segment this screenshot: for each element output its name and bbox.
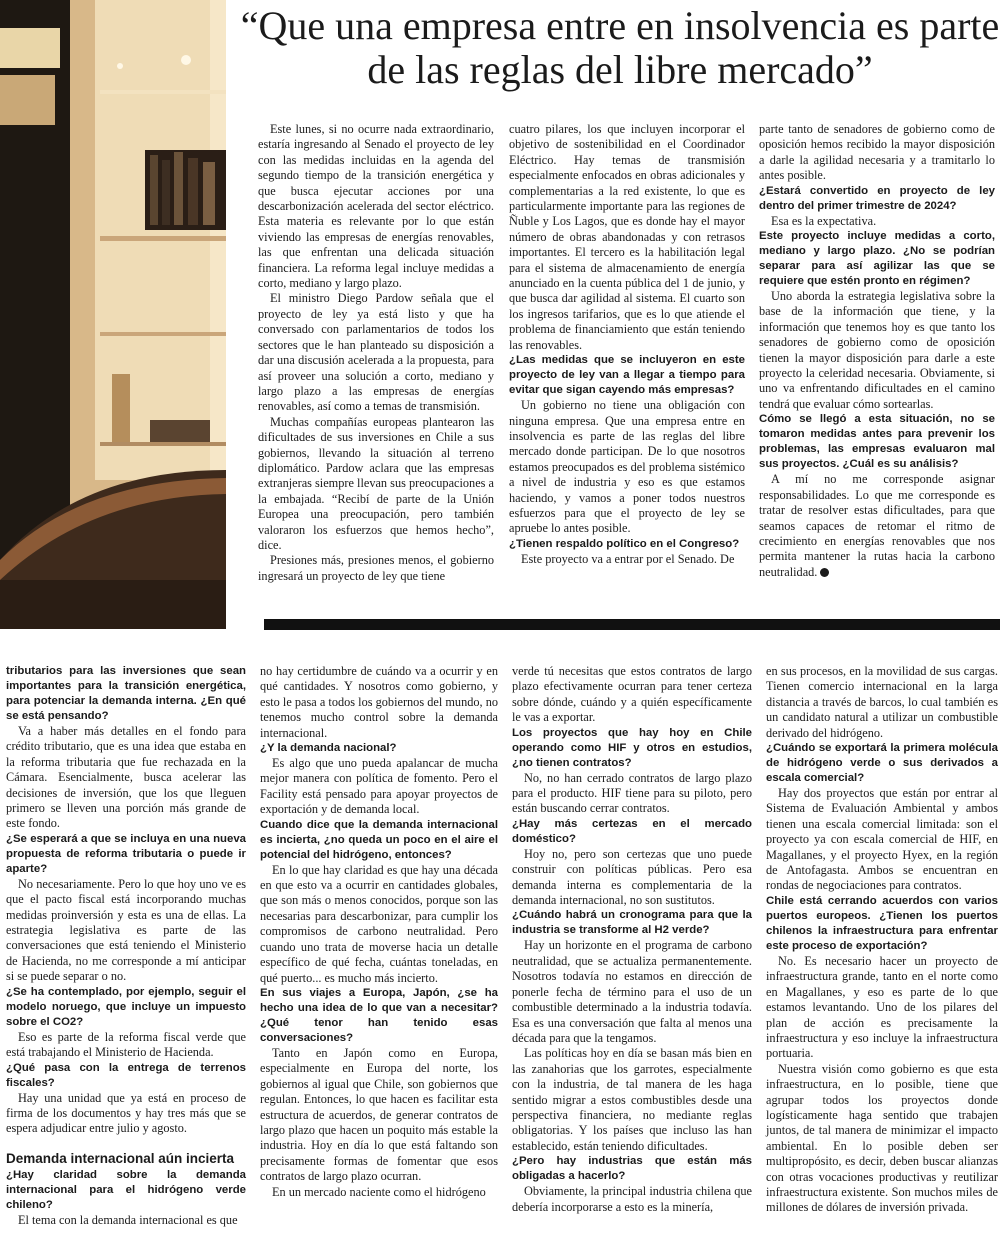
bottom-column-1 — [6, 664, 246, 1229]
body-paragraph — [512, 847, 752, 909]
interview-question — [512, 908, 752, 938]
body-paragraph — [759, 472, 995, 580]
section-subheading — [6, 1151, 246, 1166]
interview-question — [512, 1154, 752, 1184]
interview-question — [766, 894, 998, 954]
body-paragraph-text: Presiones más, presiones menos, el gobierno ingresará un proyecto de ley que tiene — [258, 553, 494, 583]
body-paragraph-text: Muchas compañías europeas plantearon las dificultades de sus inversiones en Chile a sus gobiernos, llevando la situación al terreno diplomático. Pardow aclara que las empresas extranjeras siempre llevan sus preocupaciones a la embajada. “Recibí de parte de la Unión Europea una preocupación, pero también valoraron los esfuerzos que hemos hecho”, dice. — [258, 414, 494, 552]
interview-question-text: ¿Cuándo habrá un cronograma para que la industria se transforme al H2 verde? — [512, 909, 752, 937]
interview-question-text: Chile está cerrando acuerdos con varios puertos europeos. ¿Tienen los puertos chilenos la infraestructura para enfrentar este proceso de exportación? — [766, 894, 998, 952]
body-paragraph-text: No, no han cerrado contratos de largo plazo para el producto. HIF tiene para su piloto, pero están buscando cerrar contratos. — [512, 770, 752, 816]
body-paragraph — [258, 415, 494, 554]
bottom-column-4 — [766, 664, 998, 1216]
body-paragraph-text: Tanto en Japón como en Europa, especialmente en Europa del norte, los gobiernos al igual que Chile, son gobiernos que regulan. Entonces, lo que hacen es facilitar esta estructura de acuerdos, de generar contratos de largo plazo que hacen un poquito más estable la industria. Hoy en día lo que está faltando son precisamente formas de fomentar que esos contratos de largo plazo ocurran. — [260, 1045, 498, 1184]
interview-question — [759, 184, 995, 214]
office-photo — [0, 0, 226, 629]
body-paragraph-text: No. Es necesario hacer un proyecto de infraestructura grande, tanto en el norte como en Magallanes, y eso es parte de lo que estamos levantando. Uno de los pilares del plan de acción es precisamente la infraestructura y eso incluye la infraestructura portuaria. — [766, 953, 998, 1061]
body-paragraph — [6, 1213, 246, 1228]
body-paragraph — [260, 1185, 498, 1200]
body-paragraph — [6, 724, 246, 832]
interview-question-text: tributarios para las inversiones que sean importantes para la transición energética, para potenciar la demanda interna. ¿En qué se está pensando? — [6, 665, 246, 722]
interview-question-text: ¿Se ha contemplado, por ejemplo, seguir el modelo noruego, que incluye un impuesto sobre el CO2? — [6, 985, 246, 1028]
body-paragraph-text: no hay certidumbre de cuándo va a ocurrir y en qué cantidades. Y nosotros como gobierno, y esto le pasa a todos los gobiernos del mundo, no tenemos mucho control sobre la demanda internacional. — [260, 664, 498, 740]
headline-line-1: “Que una empresa entre en insolvencia es parte — [240, 3, 1000, 48]
interview-question — [6, 832, 246, 877]
interview-question — [260, 986, 498, 1046]
interview-question-text: ¿Y la demanda nacional? — [260, 742, 397, 755]
body-paragraph — [766, 664, 998, 741]
interview-question — [759, 229, 995, 289]
interview-question — [759, 412, 995, 472]
interview-question — [6, 1061, 246, 1091]
body-paragraph-text: Es algo que uno pueda apalancar de mucha mejor manera con política de fomento. Pero el Facility está pensado para apoyar proyectos de exportación y de demanda local. — [260, 756, 498, 817]
interview-question-text: Este proyecto incluye medidas a corto, mediano y largo plazo. ¿No se podrían separar para así agilizar las que se requiere que estén pronto en régimen? — [759, 230, 995, 288]
body-paragraph — [509, 398, 745, 537]
interview-question — [509, 353, 745, 398]
body-paragraph-text: Va a haber más detalles en el fondo para crédito tributario, que es una idea que estaba en la reforma tributaria que fue rechazada en la Cámara. Esencialmente, busca acelerar las decisiones de inversión, que los que lleguen primero se lleven una porción más grande de este fondo. — [6, 724, 246, 831]
body-paragraph-text: Las políticas hoy en día se basan más bien en las zanahorias que los garrotes, especialmente con la industria, de tal manera de les haga sentido migrar a estos combustibles desde una perspectiva financiera, no mediante reglas obligatorias. Y los países que incluso las han establecido, están teniendo dificultades. — [512, 1046, 752, 1153]
body-paragraph — [6, 1091, 246, 1137]
interview-question — [512, 726, 752, 771]
body-paragraph — [260, 664, 498, 741]
body-paragraph-text: verde tú necesitas que estos contratos de largo plazo efectivamente ocurran para tener certeza sobre dónde, cuándo y a quién específicamente le vas a exportar. — [512, 664, 752, 725]
body-paragraph-text: En lo que hay claridad es que hay una década en que esto va a ocurrir en cantidades globales, que son más o menos conocidos, porque son las necesarias para descarbonizar, para cumplir los compromisos de carbono neutralidad. Pero cuando uno trata de moverse hacia un detalle específico de qué fecha, cuántas toneladas, en qué puerto... es mucho más incierto. — [260, 862, 498, 985]
interview-question-text: Cómo se llegó a esta situación, no se tomaron medidas antes para prevenir los problemas, las empresas evaluaron mal sus proyectos. ¿Cuál es su análisis? — [759, 413, 995, 471]
interview-question-text: ¿Pero hay industrias que están más obligadas a hacerlo? — [512, 1155, 752, 1183]
body-paragraph — [766, 1062, 998, 1216]
body-paragraph — [509, 122, 745, 353]
body-paragraph-text: El ministro Diego Pardow señala que el proyecto de ley ya está listo y que ha conversado con parlamentarios de todos los sectores que le han planteado su disposición a dar una discusión acelerada a la propuesta, para así proveer una solución a corto, mediano y largo plazo a las empresas de energías renovables, así como a temas de transmisión. — [258, 291, 494, 414]
body-paragraph — [512, 771, 752, 817]
body-paragraph-text: Nuestra visión como gobierno es que esta infraestructura, en lo posible, tiene que agrupar todos los proyectos donde logísticamente haga sentido que trabajen juntos, de tal manera de minimizar el impacto ambiental. En lo posible deben ser multipropósito, es decir, deben buscar alianzas con otras vocaciones productivas y reutilizar infraestructura existente. Son muchos miles de millones de dólares de inversión privada. — [766, 1061, 998, 1215]
top-column-1 — [258, 122, 494, 584]
interview-question-text: ¿Qué pasa con la entrega de terrenos fiscales? — [6, 1061, 246, 1089]
body-paragraph-text: No necesariamente. Pero lo que hoy uno ve es que el pacto fiscal está incorporando muchas medidas proinversión y esta es una de ellas. La estrategia legislativa es parte de las conversaciones que está teniendo el Ministerio de Hacienda, no me corresponde a mí anticipar si se puede separar o no. — [6, 876, 246, 984]
interview-question-text: ¿Estará convertido en proyecto de ley dentro del primer trimestre de 2024? — [759, 184, 995, 212]
headline-line-2: de las reglas del libre mercado” — [367, 47, 873, 92]
body-paragraph — [512, 1184, 752, 1215]
interview-question-text: ¿Cuándo se exportará la primera molécula de hidrógeno verde o sus derivados a escala comercial? — [766, 742, 998, 785]
interview-question — [6, 664, 246, 724]
top-column-3 — [759, 122, 995, 580]
article-headline — [240, 4, 1000, 92]
bottom-column-2 — [260, 664, 498, 1200]
interview-question — [766, 741, 998, 786]
body-paragraph — [258, 291, 494, 414]
body-paragraph-text: cuatro pilares, los que incluyen incorporar el objetivo de sostenibilidad en el Coordinador Eléctrico. Hay temas de transmisión especialmente enfocados en obras adicionales y complementarias a la red existente, lo que es particularmente importante para las regiones de Ñuble y Los Lagos, que es donde hay el mayor número de obras abandonadas y con retrasos importantes. El tercero es la habilitación legal para el sistema de almacenamiento de energía anunciado en la cuenta pública del 1 de junio, y que busca dar agilidad al sistema. El cuarto son los ingresos tarifarios, que es lo que atiende el problema de financiamiento que están teniendo las renovables. — [509, 122, 745, 352]
article-end-icon — [820, 568, 829, 577]
body-paragraph-text: Hoy no, pero son certezas que uno puede construir con políticas públicas. Pero esa demanda interna es complementaria de la demanda internacional, no son sustitutos. — [512, 846, 752, 908]
body-paragraph-text: Uno aborda la estrategia legislativa sobre la base de la información que tiene, y la información que tenemos hoy es que tanto los senadores de gobierno como de oposición tienen la mayor disposición para darle a este proyecto la celeridad necesaria. Obviamente, si uno va enfrentando dificultades en el camino tendrá que evaluar cómo sortearlas. — [759, 289, 995, 411]
section-divider-bar — [264, 619, 1000, 630]
body-paragraph — [258, 553, 494, 584]
body-paragraph — [260, 863, 498, 986]
section-subheading-text: Demanda internacional aún incierta — [6, 1150, 235, 1166]
body-paragraph-text: Eso es parte de la reforma fiscal verde que está trabajando el Ministerio de Hacienda. — [6, 1029, 246, 1060]
body-paragraph — [512, 1046, 752, 1154]
body-paragraph — [759, 214, 995, 229]
interview-question-text: En sus viajes a Europa, Japón, ¿se ha hecho una idea de lo que van a necesitar? ¿Qué tenor han tenido esas conversaciones? — [260, 986, 498, 1044]
bottom-column-3 — [512, 664, 752, 1215]
body-paragraph-text: Un gobierno no tiene una obligación con ninguna empresa. Que una empresa entre en insolvencia es parte de las reglas del libre mercado donde participan. De lo que nosotros estamos preocupados es del problema sistémico a nivel de industria y eso es que estamos haciendo, y vamos a poner todos nuestros esfuerzos para que el proyecto de ley se apruebe lo antes posible. — [509, 398, 745, 536]
body-paragraph-text: Hay un horizonte en el programa de carbono neutralidad, que se actualiza permanentemente. Nosotros todavía no estamos en dirección de ponerle fecha de término para el uso de un combustible determinado a la industria todavía. Esa es una conversación que falta al menos una década para que la tengamos. — [512, 938, 752, 1045]
body-paragraph-text: en sus procesos, en la movilidad de sus cargas. Tienen comercio internacional en la larga distancia a través de barcos, lo cual también es un candidato natural a utilizar un combustible derivado del hidrógeno. — [766, 664, 998, 740]
body-paragraph — [766, 954, 998, 1062]
body-paragraph-text: A mí no me corresponde asignar responsabilidades. Lo que me corresponde es tratar de resolver estas dificultades, para que seamos capaces de retomar el ritmo de crecimiento en energías renovables que nos permita mantener la rutas hacia la carbono neutralidad. — [759, 472, 995, 579]
interview-question-text: ¿Hay más certezas en el mercado doméstico? — [512, 817, 752, 845]
office-interior-illustration — [0, 0, 226, 629]
body-paragraph-text: Obviamente, la principal industria chilena que debería incorporarse a esto es la minería, — [512, 1184, 752, 1214]
body-paragraph — [759, 122, 995, 184]
body-paragraph-text: Hay una unidad que ya está en proceso de firma de los documentos y hay tres más que se espera adjudicar entre julio y agosto. — [6, 1090, 246, 1136]
interview-question — [6, 985, 246, 1030]
interview-question — [260, 818, 498, 863]
body-paragraph — [512, 938, 752, 1046]
top-column-2 — [509, 122, 745, 567]
body-paragraph-text: Hay dos proyectos que están por entrar al Sistema de Evaluación Ambiental y ambos tienen una escala comercial limitada: son el proyecto ya con escala comercial de HIF, en Magallanes, y el proyecto Hyex, en la región de Antofagasta. Ambos se encuentran en rondas de negociaciones para contratos. — [766, 786, 998, 893]
body-paragraph-text: Este proyecto va a entrar por el Senado. De — [521, 551, 735, 566]
interview-question — [509, 537, 745, 552]
interview-question-text: Cuando dice que la demanda internacional es incierta, ¿no queda un poco en el aire el potencial del hidrógeno, entonces? — [260, 818, 498, 861]
body-paragraph — [512, 664, 752, 726]
body-paragraph — [509, 552, 745, 567]
interview-question-text: Los proyectos que hay hoy en Chile operando como HIF y otros en estudios, ¿no tienen contratos? — [512, 726, 752, 769]
interview-question — [512, 817, 752, 847]
interview-question-text: ¿Tienen respaldo político en el Congreso? — [509, 537, 740, 550]
body-paragraph — [260, 1046, 498, 1185]
body-paragraph — [766, 786, 998, 894]
body-paragraph-text: En un mercado naciente como el hidrógeno — [272, 1184, 486, 1199]
body-paragraph-text: Este lunes, si no ocurre nada extraordinario, estaría ingresando al Senado el proyecto de ley con las medidas incluidas en la agenda del segundo tiempo de la transición energética y que busca ejecutar acciones por una descarbonización acelerada del sector eléctrico. Esta materia es relevante por lo que están viviendo las empresas de energías renovables, las que enfrentan una delicada situación financiera. La reforma legal incluye medidas a corto, mediano y largo plazo. — [258, 122, 494, 291]
body-paragraph-text: parte tanto de senadores de gobierno como de oposición hemos recibido la mayor disposición a darle la agilidad necesaria y a tramitarlo lo antes posible. — [759, 122, 995, 183]
interview-question — [6, 1168, 246, 1213]
interview-question-text: ¿Se esperará a que se incluya en una nueva propuesta de reforma tributaria o puede ir aparte? — [6, 832, 246, 875]
body-paragraph-text: El tema con la demanda internacional es que — [18, 1213, 238, 1228]
body-paragraph — [260, 756, 498, 818]
interview-question-text: ¿Hay claridad sobre la demanda internacional para el hidrógeno verde chileno? — [6, 1169, 246, 1212]
body-paragraph — [6, 877, 246, 985]
body-paragraph-text: Esa es la expectativa. — [771, 213, 877, 228]
interview-question — [260, 741, 498, 756]
body-paragraph — [759, 289, 995, 412]
interview-question-text: ¿Las medidas que se incluyeron en este proyecto de ley van a llegar a tiempo para evitar que sigan cayendo más empresas? — [509, 354, 745, 397]
body-paragraph — [258, 122, 494, 291]
body-paragraph — [6, 1030, 246, 1061]
